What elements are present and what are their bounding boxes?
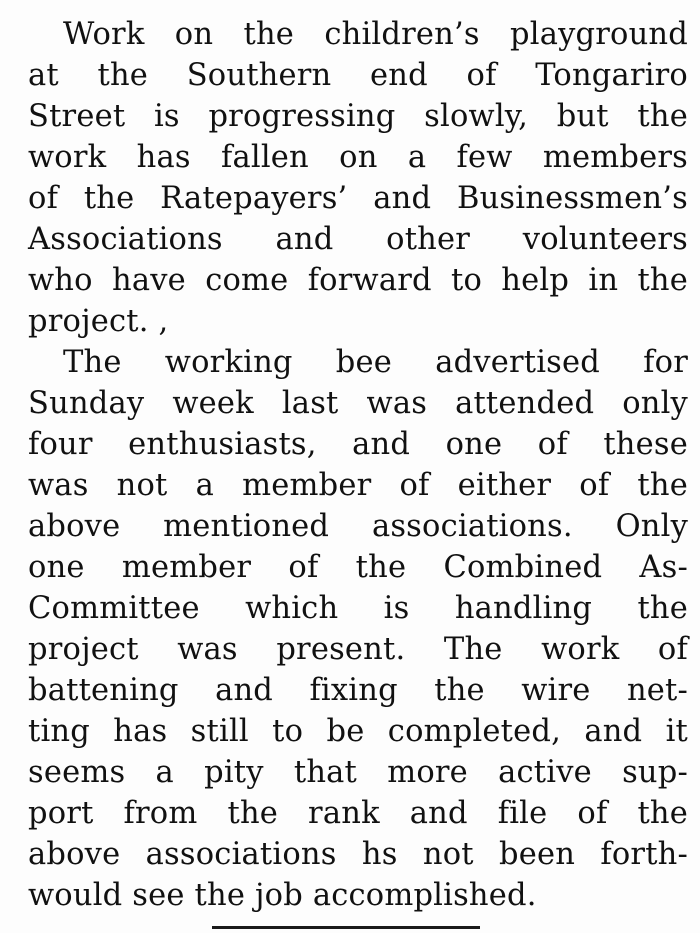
article-line: The working bee advertised for — [63, 345, 688, 380]
article-line: Committee which is handling the — [28, 591, 688, 626]
article-line: work has fallen on a few members — [28, 140, 688, 175]
column-end-rule — [212, 926, 480, 929]
article-line: battening and fixing the wire net- — [28, 673, 688, 708]
article-line: project. , — [28, 304, 169, 339]
article-line: above associations hs not been forth- — [28, 837, 688, 872]
article-line: above mentioned associations. Only — [28, 509, 688, 544]
article-line: seems a pity that more active sup- — [28, 755, 688, 790]
article-body — [28, 14, 688, 916]
article-line: one member of the Combined As- — [28, 550, 688, 585]
article-line: was not a member of either of the — [28, 468, 688, 503]
article-line: ting has still to be completed, and it — [28, 714, 688, 749]
article-line: Work on the children’s playground — [63, 17, 688, 52]
article-line: of the Ratepayers’ and Businessmen’s — [28, 181, 688, 216]
article-line: four enthusiasts, and one of these — [28, 427, 688, 462]
article-line: Street is progressing slowly, but the — [28, 99, 688, 134]
article-line: project was present. The work of — [28, 632, 688, 667]
article-line: would see the job accomplished. — [28, 878, 537, 913]
article-line: Sunday week last was attended only — [28, 386, 688, 421]
article-line: at the Southern end of Tongariro — [28, 58, 688, 93]
article-line: who have come forward to help in the — [28, 263, 688, 298]
article-line: Associations and other volunteers — [28, 222, 688, 257]
article-line: port from the rank and file of the — [28, 796, 688, 831]
